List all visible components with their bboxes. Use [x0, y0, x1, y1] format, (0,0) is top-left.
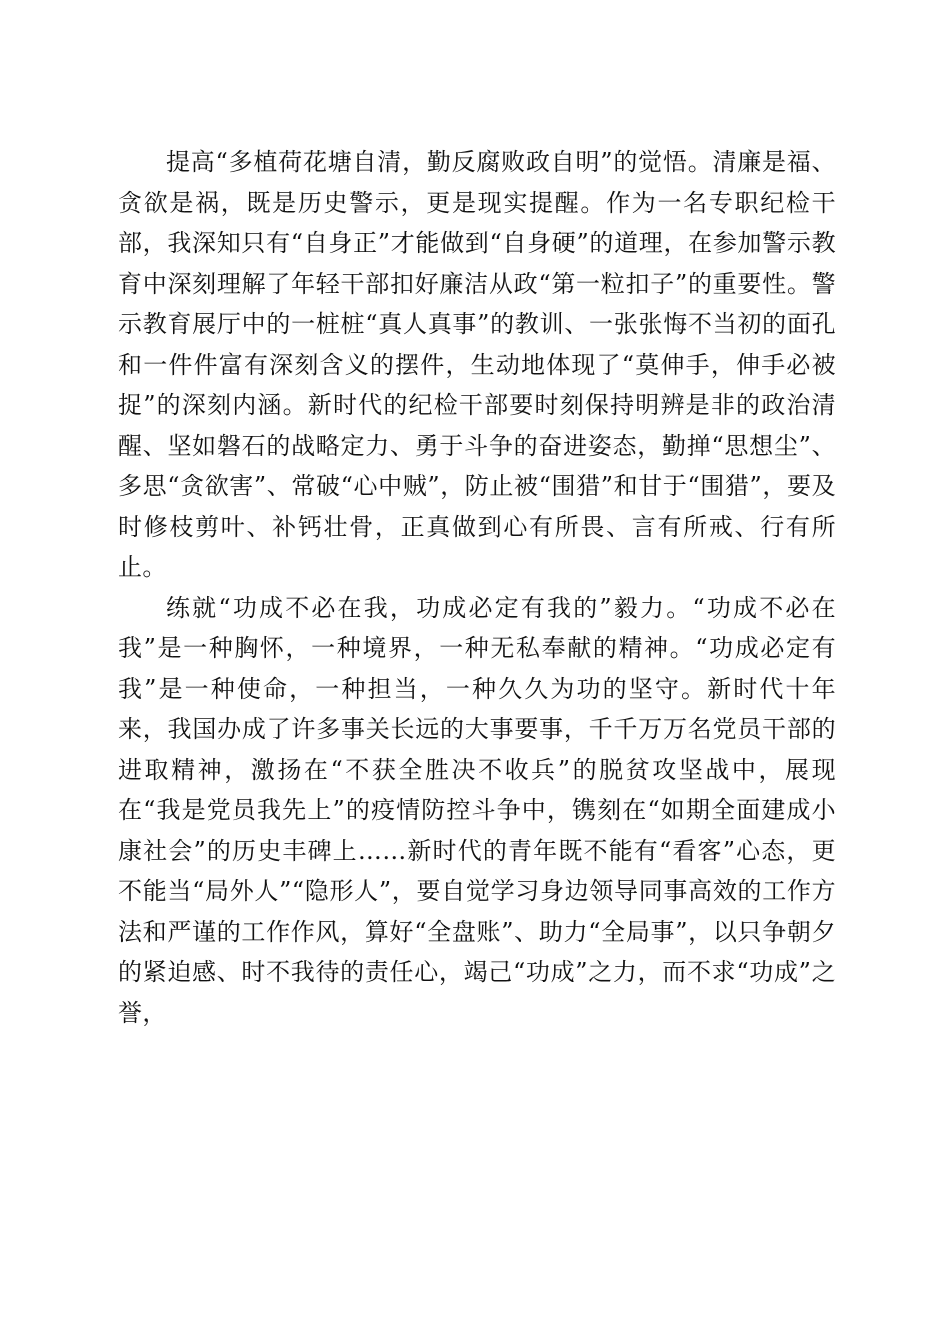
document-body: [118, 142, 836, 1033]
paragraph-achievement-perseverance: 练就“功成不必在我，功成必定有我的”毅力。“功成不必在我”是一种胸怀，一种境界，一种无私奉献的精神。“功成必定有我”是一种使命，一种担当，一种久久为功的坚守。新时代十年来，我国办成了许多事关长远的大事要事，千千万万名党员干部的进取精神，激扬在“不获全胜决不收兵”的脱贫攻坚战中，展现在“我是党员我先上”的疫情防控斗争中，镌刻在“如期全面建成小康社会”的历史丰碑上……新时代的青年既不能有“看客”心态，更不能当“局外人”“隐形人”，要自觉学习身边领导同事高效的工作方法和严谨的工作作风，算好“全盘账”、助力“全局事”，以只争朝夕的紧迫感、时不我待的责任心，竭己“功成”之力，而不求“功成”之誉，: [118, 593, 836, 1027]
paragraph-integrity-awareness: 提高“多植荷花塘自清，勤反腐败政自明”的觉悟。清廉是福、贪欲是祸，既是历史警示，更是现实提醒。作为一名专职纪检干部，我深知只有“自身正”才能做到“自身硬”的道理，在参加警示教育中深刻理解了年轻干部扣好廉洁从政“第一粒扣子”的重要性。警示教育展厅中的一桩桩“真人真事”的教训、一张张悔不当初的面孔和一件件富有深刻含义的摆件，生动地体现了“莫伸手，伸手必被捉”的深刻内涵。新时代的纪检干部要时刻保持明辨是非的政治清醒、坚如磐石的战略定力、勇于斗争的奋进姿态，勤掸“思想尘”、多思“贪欲害”、常破“心中贼”，防止被“围猎”和甘于“围猎”，要及时修枝剪叶、补钙壮骨，正真做到心有所畏、言有所戒、行有所止。: [118, 148, 836, 581]
